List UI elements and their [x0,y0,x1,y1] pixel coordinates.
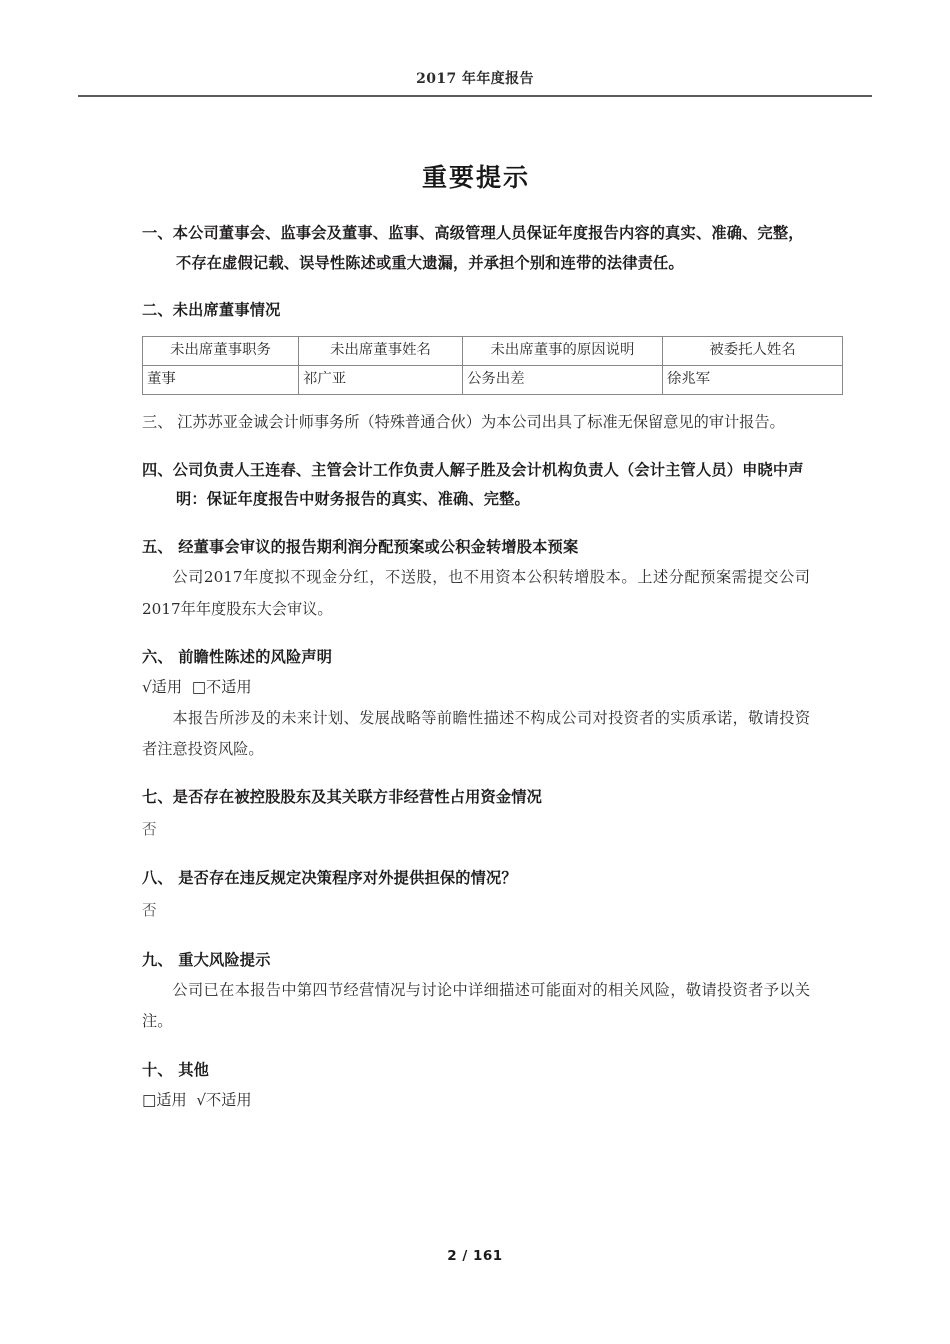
section-nine-body: 公司已在本报告中第四节经营情况与讨论中详细描述可能面对的相关风险，敬请投资者予以关注。 [142,981,810,1031]
section-ten-applicability: □适用 √不适用 [142,1091,252,1110]
section-ten-heading: 十、 其他 [142,1060,210,1079]
page-footer [0,1245,950,1264]
section-nine-heading: 九、 重大风险提示 [142,950,271,969]
table-column-header: 未出席董事姓名 [299,336,463,365]
spacer [142,1038,810,1056]
page-title: 重要提示 [421,163,530,192]
section-seven-answer: 否 [142,820,157,838]
spacer [142,515,810,533]
spacer [142,625,810,643]
table-column-header: 被委托人姓名 [663,336,843,365]
absent-directors-table [142,336,843,395]
section-seven-heading: 七、是否存在被控股股东及其关联方非经营性占用资金情况 [142,788,543,807]
table-column-header: 未出席董事的原因说明 [463,336,663,365]
section-six-applicability: √适用 □不适用 [142,678,252,697]
table-header-row [143,336,843,365]
table-cell-position: 董事 [143,365,299,394]
page-content [78,163,872,1116]
spacer [142,193,810,219]
page-number: 2 / 161 [447,1248,503,1264]
spacer [142,928,810,946]
section-four-text: 四、公司负责人王连春、主管会计工作负责人解子胜及会计机构负责人（会计主管人员）申晓中声明：保证年度报告中财务报告的真实、准确、完整。 [142,460,804,509]
section-three-text: 三、 江苏苏亚金诚会计师事务所（特殊普通合伙）为本公司出具了标准无保留意见的审计报告。 [142,412,785,431]
spacer [142,399,810,408]
section-one-text: 一、本公司董事会、监事会及董事、监事、高级管理人员保证年度报告内容的真实、准确、完整，不存在虚假记载、误导性陈述或重大遗漏，并承担个别和连带的法律责任。 [142,224,804,272]
table-cell-reason: 公务出差 [463,365,663,394]
spacer [142,846,810,864]
section-eight-answer: 否 [142,902,157,919]
running-header-title: 2017 年年度报告 [416,71,534,87]
section-six-heading: 六、 前瞻性陈述的风险声明 [142,647,333,666]
table-cell-name: 祁广亚 [299,365,463,394]
section-five-body: 公司2017年度拟不现金分红，不送股，也不用资本公积转增股本。上述分配预案需提交公司2017年年度股东大会审议。 [142,568,810,618]
table-row [143,365,843,394]
section-two-heading: 二、未出席董事情况 [142,301,281,320]
spacer [142,438,810,456]
page-header [78,0,872,97]
spacer [142,765,810,783]
section-five-heading: 五、 经董事会审议的报告期利润分配预案或公积金转增股本预案 [142,537,579,556]
header-divider [78,95,872,97]
table-cell-proxy: 徐兆军 [663,365,843,394]
section-eight-heading: 八、 是否存在违反规定决策程序对外提供担保的情况？ [142,869,517,888]
section-six-body: 本报告所涉及的未来计划、发展战略等前瞻性描述不构成公司对投资者的实质承诺，敬请投资者注意投资风险。 [142,708,810,758]
spacer [142,278,810,296]
table-column-header: 未出席董事职务 [143,336,299,365]
